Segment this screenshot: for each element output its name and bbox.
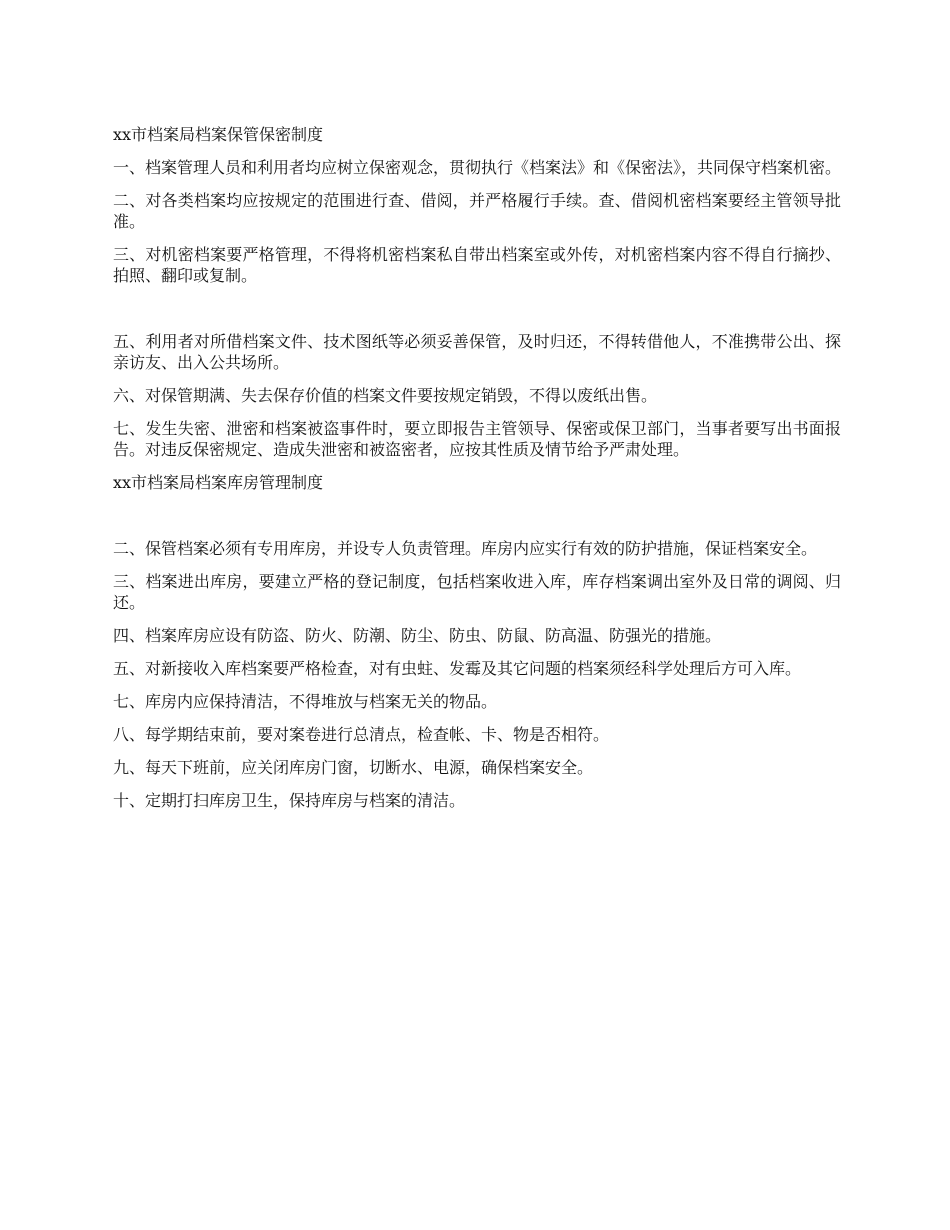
paragraph: 六、对保管期满、失去保存价值的档案文件要按规定销毁，不得以废纸出售。 (113, 386, 658, 405)
paragraph: 三、对机密档案要严格管理，不得将机密档案私自带出档案室或外传，对机密档案内容不得自行摘抄、拍照、翻印或复制。 (113, 245, 841, 285)
paragraph: 一、档案管理人员和利用者均应树立保密观念，贯彻执行《档案法》和《保密法》，共同保守档案机密。 (113, 158, 842, 177)
paragraph: 七、库房内应保持清洁，不得堆放与档案无关的物品。 (113, 692, 498, 711)
paragraph: 四、档案库房应设有防盗、防火、防潮、防尘、防虫、防鼠、防高温、防强光的措施。 (113, 626, 722, 645)
paragraph: 五、利用者对所借档案文件、技术图纸等必须妥善保管，及时归还，不得转借他人，不准携带公出、探亲访友、出入公共场所。 (113, 332, 841, 372)
paragraph: 九、每天下班前，应关闭库房门窗，切断水、电源，确保档案安全。 (113, 758, 594, 777)
paragraph: 七、发生失密、泄密和档案被盗事件时，要立即报告主管领导、保密或保卫部门，当事者要写出书面报告。对违反保密规定、造成失泄密和被盗密者，应按其性质及情节给予严肃处理。 (113, 419, 841, 459)
paragraph: 二、保管档案必须有专用库房，并设专人负责管理。库房内应实行有效的防护措施，保证档案安全。 (113, 539, 818, 558)
blank-line (113, 298, 841, 331)
section-title-confidentiality: xx市档案局档案保管保密制度 (113, 125, 324, 144)
paragraph: 二、对各类档案均应按规定的范围进行查、借阅，并严格履行手续。查、借阅机密档案要经主管领导批准。 (113, 191, 841, 231)
paragraph: 三、档案进出库房，要建立严格的登记制度，包括档案收进入库，库存档案调出室外及日常的调阅、归还。 (113, 572, 841, 612)
section-title-storage: xx市档案局档案库房管理制度 (113, 473, 324, 492)
document-body (113, 124, 841, 823)
paragraph: 五、对新接收入库档案要严格检查，对有虫蛀、发霉及其它问题的档案须经科学处理后方可入库。 (113, 659, 802, 678)
blank-line (113, 505, 841, 538)
paragraph: 十、定期打扫库房卫生，保持库房与档案的清洁。 (113, 791, 466, 810)
paragraph: 八、每学期结束前，要对案卷进行总清点，检查帐、卡、物是否相符。 (113, 725, 610, 744)
